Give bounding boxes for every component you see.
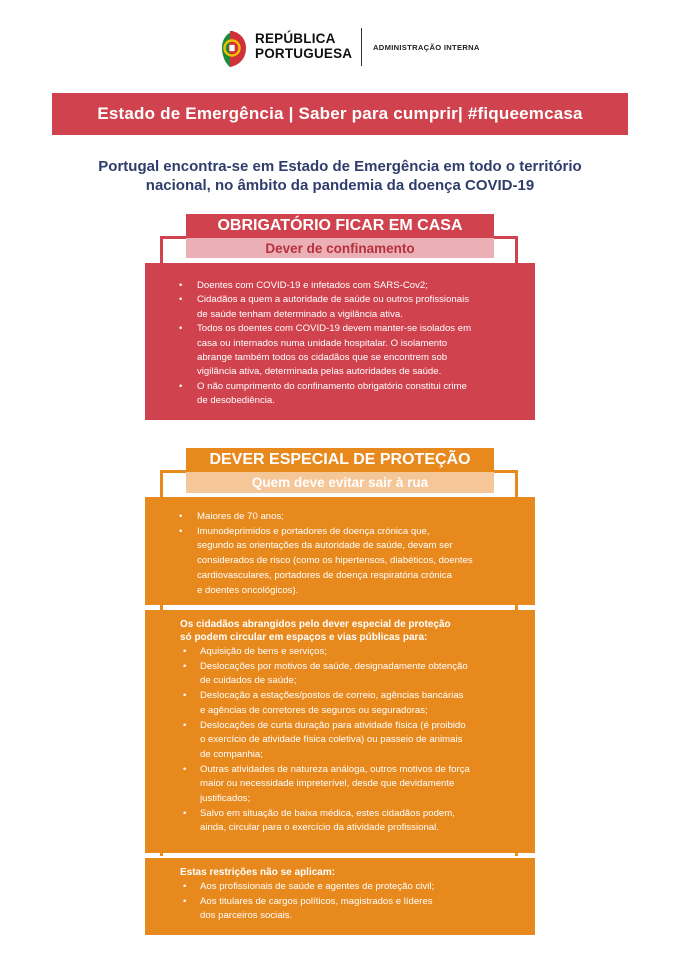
gov-name-line1: REPÚBLICA (255, 31, 336, 46)
list-item (173, 510, 517, 525)
page-banner: Estado de Emergência | Saber para cumprir| #fiqueemcasa (52, 93, 628, 135)
list-item-line: • Outras atividades de natureza análoga, outros motivos de força (200, 763, 470, 775)
list-item-line: de cuidados de saúde; (200, 675, 297, 687)
list-item-line: • Maiores de 70 anos; (197, 511, 284, 522)
intro-line-1: Portugal encontra-se em Estado de Emergência em todo o território (98, 158, 582, 175)
list-item-line: • Cidadãos a quem a autoridade de saúde ou outros profissionais (197, 294, 470, 306)
list-item-line: • O não cumprimento do confinamento obrigatório constitui crime (197, 380, 467, 392)
list-item (173, 525, 517, 599)
list-item-line: vigilância ativa, determinada pelas autoridades de saúde. (197, 366, 442, 378)
circulation-heading-line-2: só podem circular em espaços e vias públicas para: (180, 632, 428, 643)
list-item-line: • Imunodeprimidos e portadores de doença crónica que, (197, 525, 430, 537)
list-item-line: dos parceiros sociais. (200, 910, 293, 922)
confinement-box (145, 263, 535, 420)
at-risk-groups-box (145, 497, 535, 605)
list-item-line: • Salvo em situação de baixa médica, estes cidadãos podem, (200, 807, 455, 819)
government-name (255, 31, 353, 61)
exceptions-list (180, 880, 517, 924)
list-item-line: • Aquisição de bens e serviços; (200, 646, 327, 657)
list-item-line: • Aos titulares de cargos políticos, magistrados e líderes (200, 895, 433, 907)
list-item (180, 660, 517, 689)
list-item-line: e doentes oncológicos). (197, 584, 299, 596)
list-item-line: de saúde tenham determinado a vigilância ativa. (197, 308, 403, 320)
confinement-list (173, 279, 515, 409)
gov-name-line2: PORTUGUESA (255, 46, 353, 61)
list-item-line: maior ou necessidade impreterível, desde que devidamente (200, 778, 455, 790)
exceptions-heading: Estas restrições não se aplicam: (180, 867, 336, 878)
list-item-line: • Deslocação a estações/postos de correio, agências bancárias (200, 690, 464, 702)
intro-line-2: nacional, no âmbito da pandemia da doença COVID-19 (145, 177, 535, 194)
list-item-line: o exercício de atividade física coletiva) ou passeio de animais (200, 734, 463, 746)
list-item (173, 279, 515, 293)
list-item-line: justificados; (200, 793, 251, 805)
list-item-line: de companhia; (200, 748, 263, 760)
list-item-line: • Deslocações de curta duração para atividade física (é proibido (200, 719, 466, 731)
list-item (180, 880, 517, 895)
republica-portuguesa-logo (220, 30, 248, 68)
list-item-line: de desobediência. (197, 395, 275, 407)
list-item-line: segundo as orientações da autoridade de saúde, devam ser (197, 540, 453, 552)
list-item-line: ainda, circular para o exercício da atividade profissional. (200, 822, 439, 834)
circulation-heading (180, 618, 517, 644)
at-risk-groups-list (173, 510, 517, 598)
list-item (180, 763, 517, 807)
list-item (180, 719, 517, 763)
list-item (180, 689, 517, 718)
list-item-line: cardiovasculares, portadores de doença respiratória crónica (197, 569, 452, 581)
header-divider (361, 28, 362, 66)
intro-text (50, 157, 630, 195)
list-item-line: casa ou internados numa unidade hospitalar. O isolamento (197, 337, 448, 349)
list-item-line: • Aos profissionais de saúde e agentes de proteção civil; (200, 881, 435, 892)
list-item-line: abrange também todos os cidadãos que se encontrem sob (197, 352, 448, 364)
list-item-line: e agências de corretores de seguros ou seguradoras; (200, 704, 428, 716)
exceptions-box (145, 858, 535, 935)
special-protection-title: DEVER ESPECIAL DE PROTEÇÃO (186, 448, 494, 472)
list-item-line: • Deslocações por motivos de saúde, designadamente obtenção (200, 660, 468, 672)
ministry-name: ADMINISTRAÇÃO INTERNA (373, 43, 480, 52)
list-item-line: considerados de risco (como os hipertensos, diabéticos, doentes (197, 555, 473, 567)
circulation-heading-line-1: Os cidadãos abrangidos pelo dever especial de proteção (180, 619, 451, 630)
list-item (173, 322, 515, 380)
list-item (180, 645, 517, 660)
circulation-list (180, 645, 517, 836)
circulation-box (145, 610, 535, 853)
list-item (173, 293, 515, 322)
list-item (173, 380, 515, 409)
confinement-title: OBRIGATÓRIO FICAR EM CASA (186, 214, 494, 238)
list-item (180, 807, 517, 836)
list-item (180, 895, 517, 924)
special-protection-subtitle: Quem deve evitar sair à rua (186, 472, 494, 493)
list-item-line: • Todos os doentes com COVID-19 devem manter-se isolados em (197, 323, 472, 335)
list-item-line: • Doentes com COVID-19 e infetados com SARS-Cov2; (197, 280, 428, 291)
confinement-subtitle: Dever de confinamento (186, 238, 494, 258)
